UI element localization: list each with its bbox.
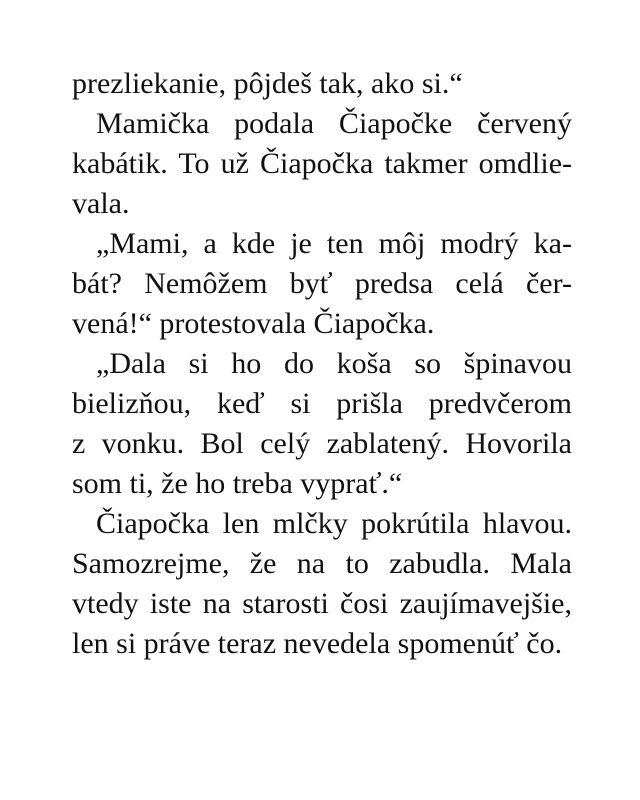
- text-line-14: vtedy iste na starosti čosi zaujímavejšie,: [72, 587, 572, 620]
- text-line-12: Čiapočka len mlčky pokrútila hlavou.: [96, 507, 572, 540]
- body-text: [72, 64, 572, 664]
- text-line-5: „Mami, a kde je ten môj modrý ka-: [96, 227, 572, 260]
- text-line-3: kabátik. To už Čiapočka takmer omdlie-: [72, 147, 572, 180]
- text-line-1: prezliekanie, pôjdeš tak, ako si.“: [72, 67, 463, 100]
- text-line-2: Mamička podala Čiapočke červený: [96, 107, 572, 140]
- text-line-6: bát? Nemôžem byť predsa celá čer-: [72, 267, 572, 300]
- text-line-8: „Dala si ho do koša so špinavou: [96, 347, 572, 380]
- text-line-10: z vonku. Bol celý zablatený. Hovorila: [72, 427, 572, 460]
- text-line-15: len si práve teraz nevedela spomenúť čo.: [72, 627, 563, 660]
- text-line-11: som ti, že ho treba vyprať.“: [72, 467, 403, 500]
- text-line-4: vala.: [72, 187, 130, 220]
- text-line-9: bielizňou, keď si prišla predvčerom: [72, 387, 572, 420]
- text-line-7: vená!“ protestovala Čiapočka.: [72, 307, 435, 340]
- text-line-13: Samozrejme, že na to zabudla. Mala: [72, 547, 572, 580]
